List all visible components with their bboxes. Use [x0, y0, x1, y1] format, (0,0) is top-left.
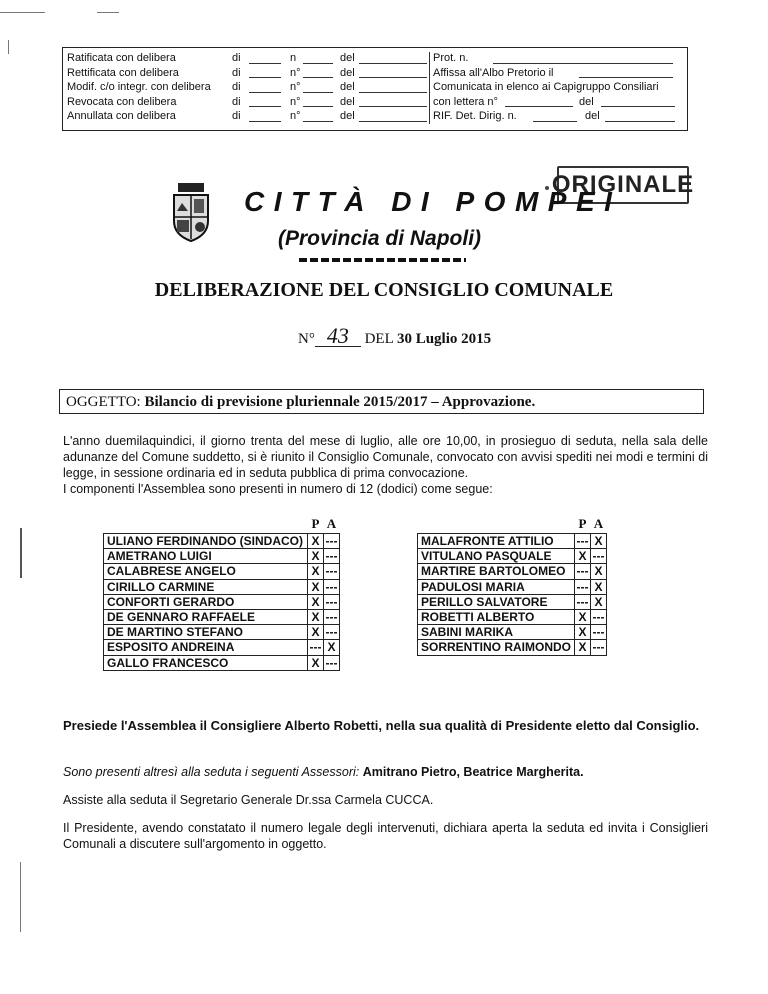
table-row [104, 655, 340, 670]
table-row [418, 534, 607, 549]
admin-di: di [232, 81, 241, 93]
scan-mark [8, 40, 9, 54]
admin-label: Ratificata con delibera [67, 52, 176, 64]
admin-del: del [579, 95, 594, 108]
blank-line [359, 121, 427, 122]
city-name: CITTÀ DI POMPEI [244, 186, 622, 217]
deliberation-date: 30 Luglio 2015 [396, 331, 492, 347]
member-name: SORRENTINO RAIMONDO [418, 640, 575, 655]
admin-di: di [232, 66, 241, 79]
admin-n: n [290, 52, 297, 64]
present-mark: X [308, 609, 324, 624]
admin-di: di [232, 52, 241, 64]
blank-line [359, 106, 427, 107]
admin-label: Revocata con delibera [67, 95, 177, 108]
table-row [104, 549, 340, 564]
member-name: SABINI MARIKA [418, 625, 575, 640]
admin-label: con lettera n° [433, 95, 498, 108]
member-name: MARTIRE BARTOLOMEO [418, 564, 575, 579]
originale-stamp: ORIGINALE [557, 166, 689, 204]
member-name: DE GENNARO RAFFAELE [104, 609, 308, 624]
blank-line [359, 92, 427, 93]
table-row [104, 594, 340, 609]
admin-label: Rettificata con delibera [67, 66, 179, 79]
absent-mark: X [591, 594, 607, 609]
present-mark: X [308, 549, 324, 564]
name-header [104, 515, 308, 534]
member-name: ROBETTI ALBERTO [418, 609, 575, 624]
table-row [104, 564, 340, 579]
subject-label: OGGETTO: [66, 394, 141, 410]
absent-mark: --- [325, 579, 338, 594]
admin-del: del [340, 81, 355, 93]
blank-line [303, 121, 333, 122]
present-mark: --- [576, 534, 589, 549]
assessors-prefix: Sono presenti altresì alla seduta i seguenti Assessori: [63, 765, 360, 779]
absent-mark: X [324, 640, 340, 655]
admin-n: n° [290, 110, 301, 122]
absent-mark: --- [325, 549, 338, 564]
absent-header: A [326, 516, 337, 531]
blank-line [601, 106, 675, 107]
table-row [418, 579, 607, 594]
blank-line [359, 77, 427, 78]
members-intro: I componenti l'Assemblea sono presenti in numero di 12 (dodici) come segue: [63, 482, 493, 496]
present-mark: X [308, 579, 324, 594]
absent-header: A [593, 516, 604, 531]
absent-mark: --- [592, 640, 605, 655]
number-prefix: N° [298, 331, 315, 347]
admin-di: di [232, 95, 241, 108]
admin-di: di [232, 110, 241, 122]
province-name: (Provincia di Napoli) [278, 227, 482, 250]
blank-line [493, 63, 673, 64]
absent-mark: --- [325, 594, 338, 609]
present-mark: X [575, 640, 591, 655]
blank-line [249, 121, 281, 122]
present-mark: X [575, 609, 591, 624]
table-row [104, 640, 340, 655]
document-title: DELIBERAZIONE DEL CONSIGLIO COMUNALE [154, 279, 614, 301]
present-mark: --- [576, 564, 589, 579]
present-mark: --- [576, 594, 589, 609]
admin-n: n° [290, 66, 301, 79]
administrative-box [62, 47, 688, 131]
admin-label: Prot. n. [433, 52, 469, 64]
date-prefix: DEL [364, 331, 394, 347]
divider [429, 52, 430, 124]
admin-label: Modif. c/o integr. con delibera [67, 81, 211, 93]
city-crest-icon [170, 183, 212, 243]
absent-mark: X [591, 579, 607, 594]
blank-line [533, 121, 577, 122]
present-header: P [311, 516, 320, 531]
deliberation-number: 43 [315, 326, 361, 347]
subject-text: Bilancio di previsione pluriennale 2015/2017 – Approvazione. [144, 394, 536, 410]
blank-line [505, 106, 573, 107]
absent-mark: --- [325, 534, 338, 549]
present-mark: X [575, 549, 591, 564]
present-mark: X [308, 655, 324, 670]
absent-mark: X [591, 564, 607, 579]
table-row [418, 594, 607, 609]
present-mark: X [575, 625, 591, 640]
member-name: ESPOSITO ANDREINA [104, 640, 308, 655]
admin-label: RIF. Det. Dirig. n. [433, 110, 517, 122]
scan-mark [97, 12, 119, 13]
admin-del: del [340, 95, 355, 108]
present-mark: --- [576, 579, 589, 594]
blank-line [579, 77, 673, 78]
table-row [418, 549, 607, 564]
name-header [418, 515, 575, 534]
scan-mark [20, 528, 22, 578]
table-row [104, 625, 340, 640]
admin-n: n° [290, 81, 301, 93]
absent-mark: --- [325, 655, 338, 670]
assessors-names: Amitrano Pietro, Beatrice Margherita. [362, 765, 584, 779]
deliberation-number-line [298, 323, 492, 348]
admin-del: del [585, 110, 600, 122]
absent-mark: --- [325, 625, 338, 640]
assessors-paragraph [63, 764, 708, 780]
present-mark: X [308, 594, 324, 609]
blank-line [249, 92, 281, 93]
member-name: PERILLO SALVATORE [418, 594, 575, 609]
subject-box [59, 389, 704, 414]
attendance-table-right [417, 515, 607, 656]
blank-line [249, 106, 281, 107]
present-mark: X [308, 625, 324, 640]
blank-line [303, 106, 333, 107]
blank-line [249, 77, 281, 78]
absent-mark: --- [325, 564, 338, 579]
member-name: VITULANO PASQUALE [418, 549, 575, 564]
blank-line [249, 63, 281, 64]
table-row [104, 534, 340, 549]
member-name: GALLO FRANCESCO [104, 655, 308, 670]
absent-mark: --- [592, 610, 605, 625]
attendance-table-left [103, 515, 340, 671]
present-mark: X [308, 534, 324, 549]
table-row [418, 609, 607, 624]
present-mark: X [308, 564, 324, 579]
president-paragraph: Presiede l'Assemblea il Consigliere Alberto Robetti, nella sua qualità di Presidente eletto dal Consiglio. [63, 718, 700, 733]
scan-mark [20, 862, 21, 932]
admin-del: del [340, 66, 355, 79]
admin-del: del [340, 52, 355, 64]
table-row [104, 579, 340, 594]
member-name: CONFORTI GERARDO [104, 594, 308, 609]
member-name: ULIANO FERDINANDO (SINDACO) [104, 534, 308, 549]
table-header-row [104, 515, 340, 534]
scan-mark [0, 12, 45, 13]
table-row [418, 625, 607, 640]
member-name: DE MARTINO STEFANO [104, 625, 308, 640]
present-header: P [578, 516, 587, 531]
secretary-paragraph: Assiste alla seduta il Segretario Generale Dr.ssa Carmela CUCCA. [63, 793, 434, 807]
member-name: PADULOSI MARIA [418, 579, 575, 594]
member-name: AMETRANO LUIGI [104, 549, 308, 564]
admin-label: Comunicata in elenco ai Capigruppo Consiliari [433, 81, 659, 93]
table-row [418, 564, 607, 579]
absent-mark: --- [592, 549, 605, 564]
absent-mark: X [591, 534, 607, 549]
absent-mark: --- [325, 610, 338, 625]
member-name: CIRILLO CARMINE [104, 579, 308, 594]
table-row [418, 640, 607, 655]
blank-line [303, 77, 333, 78]
blank-line [605, 121, 675, 122]
absent-mark: --- [592, 625, 605, 640]
admin-label: Annullata con delibera [67, 110, 176, 122]
member-name: MALAFRONTE ATTILIO [418, 534, 575, 549]
separator-dashes [299, 258, 466, 262]
table-header-row [418, 515, 607, 534]
member-name: CALABRESE ANGELO [104, 564, 308, 579]
blank-line [303, 63, 333, 64]
present-mark: --- [309, 640, 322, 655]
intro-paragraph: L'anno duemilaquindici, il giorno trenta del mese di luglio, alle ore 10,00, in prosieguo di seduta, nella sala delle adunanze del Comune suddetto, si è riunito il Consiglio Comunale, convocato con avvisi spediti nei modi e termini di legge, in sessione ordinaria ed in seduta pubblica di prima convocazione. [63, 434, 708, 480]
admin-label: Affissa all'Albo Pretorio il [433, 66, 554, 79]
blank-line [359, 63, 427, 64]
admin-del: del [340, 110, 355, 122]
admin-n: n° [290, 95, 301, 108]
opening-paragraph: Il Presidente, avendo constatato il numero legale degli intervenuti, dichiara aperta la seduta ed invita i Consiglieri Comunali a discutere sull'argomento in oggetto. [63, 821, 708, 851]
table-row [104, 609, 340, 624]
blank-line [303, 92, 333, 93]
